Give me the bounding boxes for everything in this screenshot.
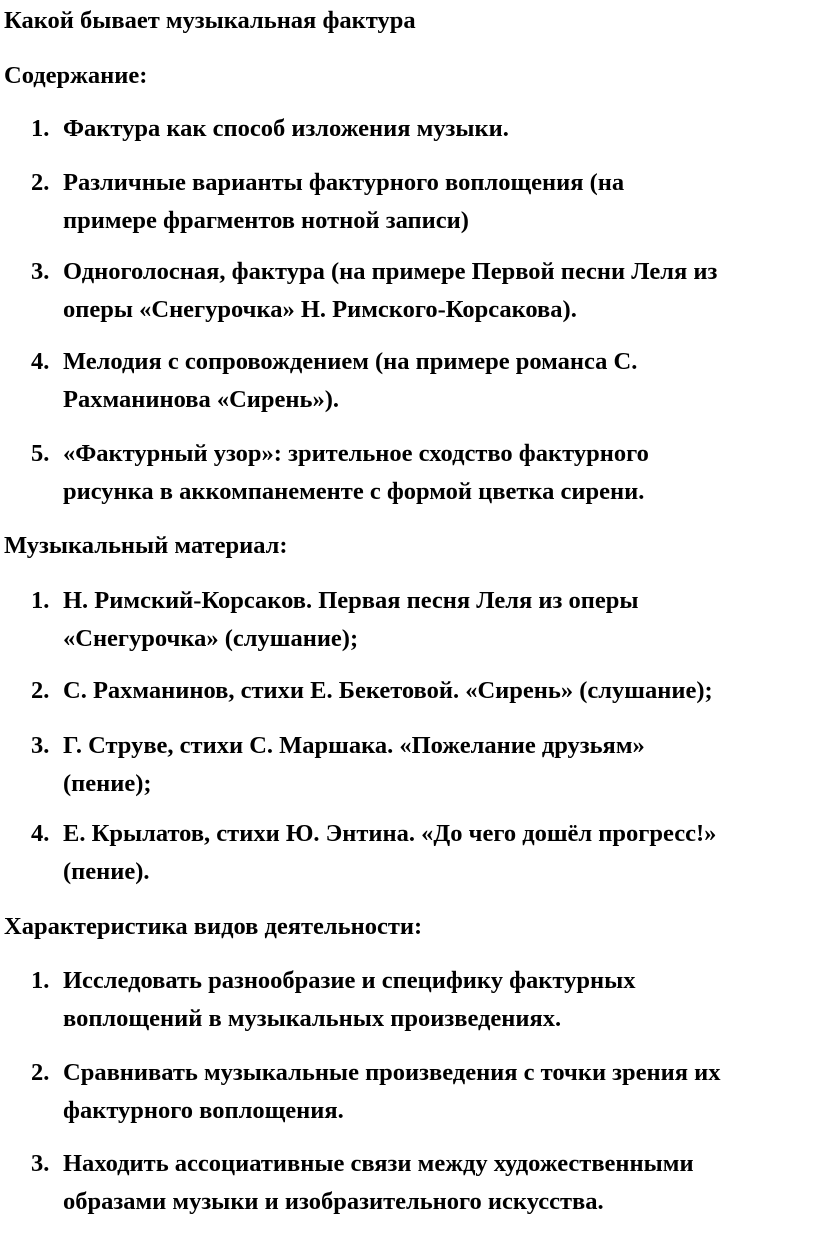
list-item-text: Е. Крылатов, стихи Ю. Энтина. «До чего дошёл прогресс!» <box>63 820 717 847</box>
contents-heading: Содержание: <box>4 62 148 89</box>
list-item-text: Фактура как способ изложения музыки. <box>63 115 509 142</box>
material-heading: Музыкальный материал: <box>4 532 288 559</box>
list-number: 3. <box>31 732 50 759</box>
list-item-text: С. Рахманинов, стихи Е. Бекетовой. «Сирень» (слушание); <box>63 677 713 704</box>
list-item-text: Рахманинова «Сирень»). <box>63 386 339 413</box>
list-item-text: Сравнивать музыкальные произведения с точки зрения их <box>63 1059 721 1086</box>
list-item-text: рисунка в аккомпанементе с формой цветка сирени. <box>63 478 645 505</box>
list-item-text: Исследовать разнообразие и специфику фактурных <box>63 967 636 994</box>
list-number: 4. <box>31 820 50 847</box>
list-item-text: образами музыки и изобразительного искусства. <box>63 1188 604 1215</box>
list-item-text: фактурного воплощения. <box>63 1097 344 1124</box>
list-item-text: оперы «Снегурочка» Н. Римского-Корсакова). <box>63 296 577 323</box>
list-item-text: воплощений в музыкальных произведениях. <box>63 1005 562 1032</box>
list-item-text: (пение). <box>63 858 150 885</box>
list-item-text: Одноголосная, фактура (на примере Первой песни Леля из <box>63 258 718 285</box>
list-item-text: Н. Римский-Корсаков. Первая песня Леля из оперы <box>63 587 639 614</box>
list-number: 1. <box>31 587 50 614</box>
list-number: 3. <box>31 258 50 285</box>
list-item-text: (пение); <box>63 770 152 797</box>
list-number: 1. <box>31 967 50 994</box>
list-number: 2. <box>31 1059 50 1086</box>
list-number: 2. <box>31 169 50 196</box>
activities-heading: Характеристика видов деятельности: <box>4 913 423 940</box>
list-number: 5. <box>31 440 50 467</box>
list-item-text: Различные варианты фактурного воплощения (на <box>63 169 625 196</box>
list-item-text: «Снегурочка» (слушание); <box>63 625 359 652</box>
list-item-text: Г. Струве, стихи С. Маршака. «Пожелание друзьям» <box>63 732 645 759</box>
list-number: 1. <box>31 115 50 142</box>
list-number: 2. <box>31 677 50 704</box>
document-title: Какой бывает музыкальная фактура <box>4 7 416 34</box>
list-number: 4. <box>31 348 50 375</box>
list-item-text: примере фрагментов нотной записи) <box>63 207 469 234</box>
list-item-text: Мелодия с сопровождением (на примере романса С. <box>63 348 638 375</box>
list-number: 3. <box>31 1150 50 1177</box>
list-item-text: Находить ассоциативные связи между художественными <box>63 1150 694 1177</box>
list-item-text: «Фактурный узор»: зрительное сходство фактурного <box>63 440 649 467</box>
